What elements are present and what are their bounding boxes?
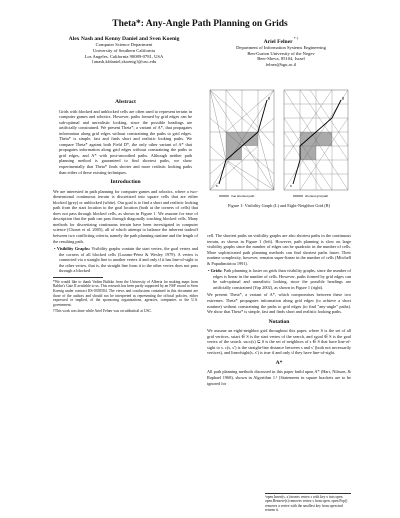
author-names-left: Alex Nash and Kenny Daniel and Sven Koenig (68, 36, 180, 42)
astar-paragraph: All path planning methods discussed in this paper build upon A* (Hart, Nilsson, & Raphael 1968), shown in Algorithm 1.¹ [Statements in square brackets are to be ignored for (207, 369, 351, 386)
left-column (53, 95, 198, 316)
bullet-term: Grids: (210, 268, 223, 274)
paper-title: Theta*: Any-Angle Path Planning on Grids (112, 19, 288, 29)
svg-text:g: g (268, 96, 270, 100)
affiliation-line: University of Southern California (93, 48, 155, 53)
eight-neighbor-grid-panel (284, 90, 348, 198)
grids-bullet: • Grids: Path planning is faster on grids than visibility graphs, since the number of edges is linear in the number of cells. However, paths formed by grid edges can be sub-optimal and unrealistic looking, since the possible headings are artificially constrained (Yap 2002), as shown in Figure 1 (right). (208, 268, 351, 290)
svg-text:s: s (216, 184, 218, 188)
svg-text:s: s (290, 184, 292, 188)
figure-1-caption: Figure 1: Visibility Graph (L) and Eight-Neighbor Grid (R) (227, 203, 331, 208)
author-affiliation-right (218, 36, 344, 68)
affiliation-line: Computer Science Department (95, 42, 153, 48)
notation-paragraph: We assume an eight-neighbor grid throughout this paper, where S is the set of all grid vertices, sstart ∈ S is the start vertex of the search, and sgoal ∈ S is the goal vertex of the search. succ(s) ⊆ S is the set of neighbors of s ∈ S that have line-of-sight to s. c(s, s′) is the straight-line distance between s and s′ (both not necessarily vertices), and lineofsight(s, s′) is true if and only if they have line-of-sight. (207, 328, 351, 356)
right-paragraph-theta: We present Theta*, a variant of A*, which compromises between these two extremes. Theta* propagates information along grid edges (to achieve a short runtime) without constraining the paths to grid edges (to find "any-angle" paths). We show that Theta* is simple, fast and finds short and realistic looking paths. (207, 292, 351, 315)
affiliation-line: Department of Information Systems Engineering (236, 45, 326, 51)
visibility-graphs-bullet: • Visibility Graphs: Visibility graphs contain the start vertex, the goal vertex and the corners of all blocked cells (Lozano-Pérez & Wesley 1979). A vertex is connected via a straight line to another vertex if and only if it has line-of-sight to the other vertex, that is, the straight line from it to the other vertex does not pass through a blocked (54, 246, 198, 274)
bullet-text: Path planning is faster on grids than visibility graphs, since the number of edges is linear in the number of cells. However, paths formed by grid edges can be sub-optimal and unrealistic looking, since the possible headings are artificially constrained (Yap 2002), as shown in Figure 1 (right). (213, 268, 351, 290)
affiliation-line: Los Angeles, California 90089-0781, USA (84, 53, 164, 59)
legend-true-shortest-path: true shortest path (231, 194, 255, 198)
astar-heading: A* (275, 359, 283, 366)
affiliation-line: Ben-Gurion University of the Negev (247, 50, 315, 56)
figure-1 (207, 88, 351, 200)
blocked-cell (300, 146, 316, 160)
right-column (207, 233, 351, 388)
abstract-text: Grids with blocked and unblocked cells are often used to represent terrain in computer games and robotics. However, paths formed by grid edges can be sub-optimal and unrealistic looking, since the possible headings are artificially constrained. We present Theta*, a variant of A*, that propagates information along grid edges without constraining the paths to grid edges. Theta* is simple, fast and finds short and realistic looking paths. We compare Theta* against both Field D*, the only other variant of A* that propagates information along grid edges without constraining the paths to grid edges, and A* with post-smoothed paths. Although neither path planning method is guaranteed to find shortest paths, we show experimentally that Theta* finds shorter and more realistic looking paths than either of these existing techniques. (59, 108, 192, 175)
svg-text:g: g (342, 96, 344, 100)
abstract-heading: Abstract (115, 99, 136, 105)
author-footnote-marks: * † (293, 37, 299, 41)
email-line: {anash,kfdaniel,skoenig}@usc.edu (91, 59, 157, 65)
algorithm-footnote: ¹open.Insert(s, x) inserts vertex s with key x into open. open.Remove(s) removes vertex s from open. open.Pop() removes a vertex with the smallest key from open and returns it. (265, 493, 351, 513)
bullet-term: Visibility Graphs: (56, 246, 91, 252)
right-paragraph-visibility: cell. The shortest paths on visibility graphs are also shortest paths in the continuous terrain, as shown in Figure 1 (left). However, path planning is slow on large visibility graphs since the number of edges can be quadratic in the number of cells. More sophisticated path planning methods can find shortest paths faster. Their runtime complexity, however, remains super-linear in the number of cells (Mitchell & Papadimitriou 1991). (207, 233, 351, 266)
bullet-text: Visibility graphs contain the start vertex, the goal vertex and the corners of all blocked cells (Lozano-Pérez & Wesley 1979). A vertex is connected via a straight line to another vertex if and only if it has line-of-sight to the other vertex, that is, the straight line from it to the other vertex does not pass through a blocked (59, 246, 198, 274)
footnote-rule (53, 277, 103, 278)
notation-heading: Notation (268, 318, 290, 325)
visibility-graph-panel (210, 90, 274, 198)
figure-1-graphic (207, 88, 351, 200)
introduction-paragraph: We are interested in path planning for computer games and robotics, where a two-dimensional continuous terrain is discretized into square cells that are either blocked (grey) or unblocked (white). Our goal is to find a short and realistic looking path from the start location to the goal location (both at the corners of cells) that does not pass through blocked cells, as shown in Figure 1. We assume for ease of description that the path can pass through diagonally touching blocked cells. Many methods for discretizing continuous terrain have been investigated in computer science (Choset et al. 2005), all of which attempt to balance the inherent tradeoff between two conflicting criteria, namely the path planning runtime and the length of the resulting path. (53, 188, 198, 244)
author-names-right: Ariel Felner * † (263, 37, 299, 45)
legend-shortest-grid-path: shortest grid path (305, 194, 329, 198)
introduction-heading: Introduction (110, 179, 141, 186)
footnote-acknowledgement: *We would like to thank Vadim Bulitko from the University of Alberta for making maps from Baldur's Gate II available to us. This research has been partly supported by an NSF award to Sven Koenig under contract IIS-0350584. The views and conclusions contained in this document are those of the authors and should not be interpreted as representing the official policies, either expressed or implied, of the sponsoring organizations, agencies, companies or the U.S. government. (53, 279, 198, 307)
author-affiliation-left (60, 36, 188, 65)
email-line: felner@bgu.ac.il (265, 62, 297, 68)
affiliation-line: Beer-Sheva, 85104, Israel (257, 56, 305, 62)
footnote-sabbatical: †This work was done while Ariel Felner was on sabbatical at USC. (53, 309, 152, 314)
